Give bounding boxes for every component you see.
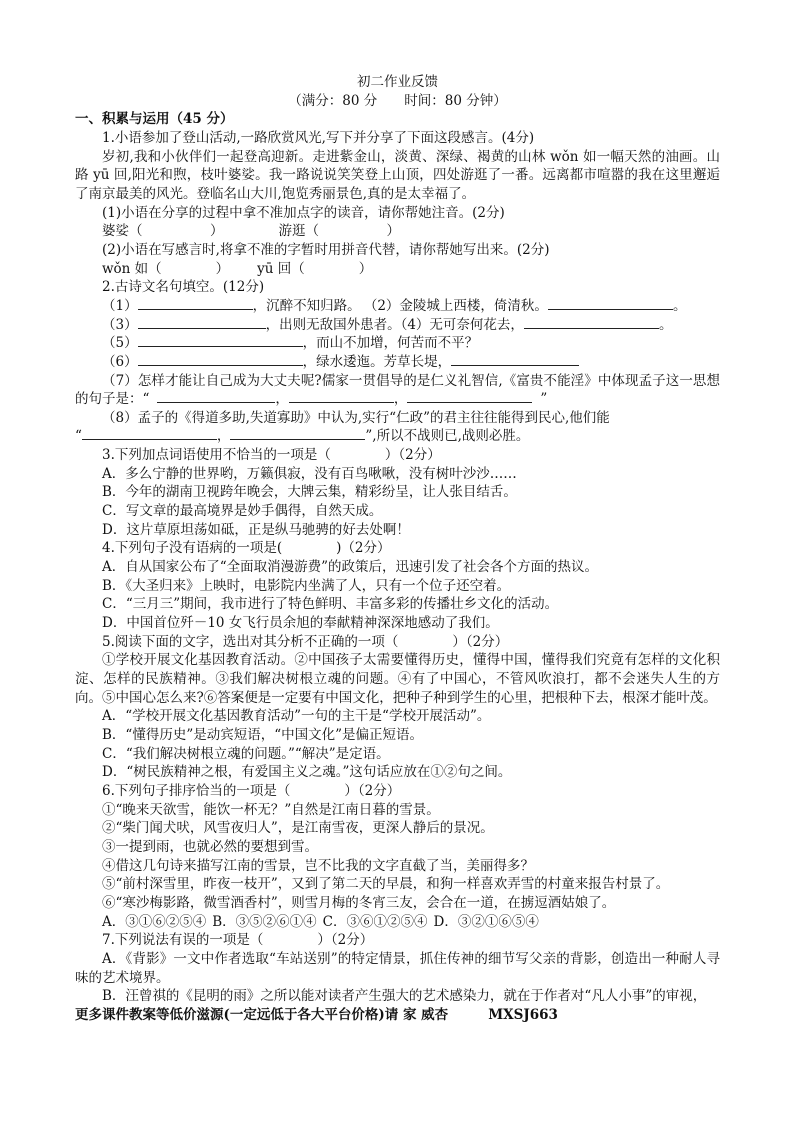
q3-option: B．今年的湖南卫视跨年晚会，大牌云集，精彩纷呈，让人张目结舌。 [102,484,517,501]
answer-blank [524,316,659,329]
q4-option: B．《大圣归来》上映时，电影院内坐满了人，只有一个位子还空着。 [102,577,511,594]
q1-sub1-answer: 游逛（ ） [278,223,400,240]
answer-blank [138,334,303,347]
q7-option: A．《背影》一文中作者选取“车站送别”的特定情景，抓住传神的细节写父亲的背影，创造出一种耐人寻味的艺术境界。 [75,950,720,986]
answer-blank [230,427,365,440]
q2-item-text: （4）无可奈何花去， [400,316,524,333]
answer-blank [407,390,532,403]
q6-sentence: ③一提到雨，也就必然的要想到雪。 [102,838,318,855]
q2-line-6 [75,353,720,372]
q2-item-text: （8）孟子的《得道多助,失道寡助》中认为,实行“仁政”的君主往往能得到民心,他们能 [102,409,610,426]
page-subtitle: （满分：80 分 时间：80 分钟） [288,92,507,109]
q7-stem: 7.下列说法有误的一项是（ ）（2分） [102,932,374,949]
q3-option: C．写文章的最高境界是妙手偶得，自然天成。 [102,503,383,520]
q7-option: B．汪曾祺的《昆明的雨》之所以能对读者产生强大的艺术感染力，就在于作者对“凡人小事”的审视， [102,988,707,1005]
q6-sentence: ⑤“前村深雪里，昨夜一枝开”，又到了第二天的早晨，和狗一样喜欢弄雪的村童来报告村景了。 [102,876,670,893]
q1-stem: 1.小语参加了登山活动,一路欣赏风光,写下并分享了下面这段感言。(4分) [102,129,535,146]
q5-passage: ①学校开展文化基因教育活动。②中国孩子太需要懂得历史，懂得中国，懂得我们究竟有怎样的文化积淀、怎样的民族精神。③我们解决树根立魂的问题。④有了中国心，不管风吹浪打，都不会迷失人生的方向。⑤中国心怎么来?⑥答案便是一定要有中国文化，把种子种到学生的心里，把根种下去，根深才能叶茂。 [75,652,720,706]
q2-item-label: （3） [102,316,138,333]
q2-item-text: ” [540,391,548,408]
answer-blank [138,353,303,366]
q5-option: A．“学校开展文化基因教育活动”一句的主干是“学校开展活动”。 [102,708,491,725]
q4-stem: 4.下列句子没有语病的一项是( )（2分） [102,540,391,557]
q2-line-1-2 [75,297,720,316]
q6-option: C．③⑥①②⑤④ [322,913,428,930]
page-content [75,73,720,1024]
q5-option: B．“懂得历史”是动宾短语，“中国文化”是偏正短语。 [102,726,424,743]
q1-sub2-answer: yū 回（ ） [257,260,373,277]
q1-sub2-answer: wǒn 如（ ） [102,260,230,277]
q1-sub1-answer: 婆娑（ ） [102,223,224,240]
q1-passage: 岁初,我和小伙伴们一起登高迎新。走进紫金山，淡黄、深绿、褐黄的山林 wǒn 如一幅天然的油画。山路 yū 回,阳光和煦，枝叶婆娑。我一路说说笑笑登上山顶，四处游逛了一番。远离都市喧嚣的我在这里邂逅了南京最美的风光。登临名山大川,饱览秀丽景色,真的是太幸福了。 [75,148,720,202]
answer-blank [451,353,579,366]
q4-option: D．中国首位歼－10 女飞行员余旭的奉献精神深深地感动了我们。 [102,615,499,632]
q4-option: C．“三月三”期间，我市进行了特色鲜明、丰富多彩的传播壮乡文化的活动。 [102,596,559,613]
q2-item-text: ，绿水逶迤。芳草长堤， [302,353,452,370]
q1-sub1-answers [75,222,720,241]
q3-option: D．这片草原坦荡如砥，正是纵马驰骋的好去处啊！ [102,521,410,538]
page-title: 初二作业反馈 [357,74,438,90]
q2-line-5 [75,334,720,353]
q1-sub2: (2)小语在写感言时,将拿不准的字暂时用拼音代替，请你帮她写出来。(2分) [102,241,550,258]
answer-blank [82,427,217,440]
q6-options [75,913,720,932]
q2-item-text: ，而山不加增，何苦而不平？ [302,335,479,352]
q2-line-8 [75,409,720,446]
q6-sentence: ①“晚来天欲雪，能饮一杯无？”自然是江南日暮的雪景。 [102,801,440,818]
q2-item-label: （1） [102,297,138,314]
q2-item-label: （6） [102,353,138,370]
q6-sentence: ④借这几句诗来描写江南的雪景，岂不比我的文字直截了当，美丽得多？ [102,857,534,874]
q2-item-text: 。 [672,297,687,314]
answer-blank [138,297,253,310]
q6-option: D．③②①⑥⑤④ [433,913,539,930]
q2-item-text: ，沉醉不知归路。 [252,297,361,314]
section-heading: 一、积累与运用（45 分） [75,111,234,128]
q2-item-label: （5） [102,335,138,352]
q1-sub2-answers [75,260,720,279]
q6-sentence: ②“柴门闻犬吠，风雪夜归人”，是江南雪夜，更深人静后的景况。 [102,820,494,837]
q2-item-text: ，出则无敌国外患者。 [265,316,401,333]
q2-line-7 [75,372,720,409]
answer-blank [548,297,673,310]
q5-option: C．“我们解决树根立魂的问题。”“解决”是定语。 [102,745,390,762]
q2-stem: 2.古诗文名句填空。(12分) [102,279,265,296]
q2-item-text: “ [75,428,82,445]
q3-stem: 3.下列加点词语使用不恰当的一项是（ ）（2分） [102,447,441,464]
q3-option: A．多么宁静的世界哟，万籁俱寂，没有百鸟啾啾，没有树叶沙沙…… [102,465,517,482]
footer-text: 更多课件教案等低价滋源(一定远低于各大平台价格)请 家 威杏 [75,1006,449,1023]
q1-sub1: (1)小语在分享的过程中拿不准加点字的读音，请你帮她注音。(2分) [102,204,505,221]
answer-blank [157,390,275,403]
q2-item-text: （2）金陵城上西楼，倚清秋。 [370,297,548,314]
footer-code: MXSJ663 [488,1006,558,1023]
q2-item-text: ”,所以不战则已,战则必胜。 [365,428,530,445]
answer-blank [138,316,266,329]
q2-item-text: （7）怎样才能让自己成为大丈夫呢?儒家一贯倡导的是仁义礼智信,《富贵不能淫》中体现孟子这一思想的句子是：“ [75,372,720,408]
q2-item-text: ， [216,428,231,445]
q6-option: B．③⑤②⑥①④ [212,913,317,930]
answer-blank [289,390,394,403]
q2-line-3-4 [75,316,720,335]
q2-item-text: ， [393,391,408,408]
q6-sentence: ⑥“寒沙梅影路，微雪酒香村”，则雪月梅的冬宵三友，会合在一道，在掳逗酒姑娘了。 [102,894,616,911]
q6-stem: 6.下列句子排序恰当的一项是（ ）（2分） [102,782,401,799]
q4-option: A．自从国家公布了“全面取消漫游费”的政策后，迅速引发了社会各个方面的热议。 [102,559,599,576]
page-footer [75,1006,720,1025]
q2-item-text: 。 [658,316,673,333]
q5-option: D．“树民族精神之根，有爱国主义之魂。”这句话应放在①②句之间。 [102,764,512,781]
q6-option: A．③①⑥②⑤④ [102,913,207,930]
q5-stem: 5.阅读下面的文字，选出对其分析不正确的一项（ ）（2分） [102,633,509,650]
q2-item-text: ， [275,391,289,408]
